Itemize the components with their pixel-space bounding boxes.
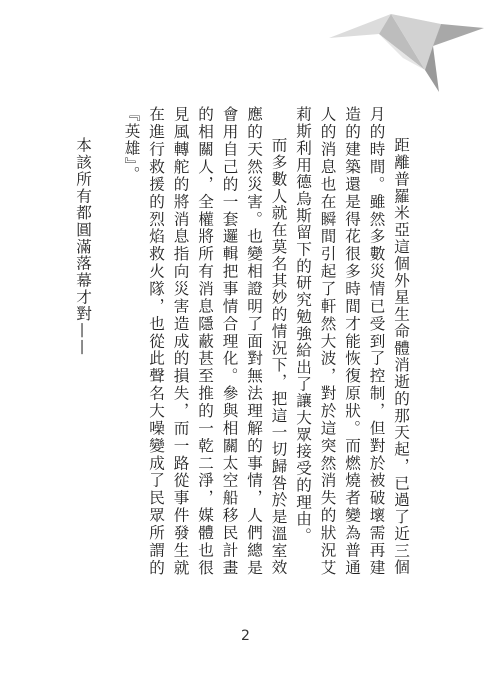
body-text [47, 106, 414, 576]
page-number: 2 [241, 628, 250, 644]
paragraph-3: 本該所有都圓滿落幕才對—— [74, 137, 92, 357]
paper-crane-origami-icon [321, 0, 491, 95]
origami-head [433, 24, 484, 46]
paragraph-2: 而多數人就在莫名其妙的情況下，把這一切歸咎於是溫室效應的天然災害。也變相證明了面對無法理解的事情，人們總是會用自己的一套邏輯把事情合理化。參與相關太空船移民計畫的相關人，全權將所有消息隱蔽甚至推的一乾二淨，媒體也很見風轉舵的將消息指向災害造成的損失，而一路從事件發生就在進行救援的烈焰救火隊，也從此聲名大噪變成了民眾所謂的『英雄』。 [122, 106, 288, 576]
paragraph-1: 距離普羅米亞這個外星生命體消逝的那天起，已過了近三個月的時間。雖然多數災情已受到了控制，但對於被破壞需再建造的建築還是得花很多時間才能恢復原狀。而燃燒者變為普通人的消息也在瞬間引起了軒然大波，對於這突然消失的狀況艾莉斯利用德烏斯留下的研究勉強給出了讓大眾接受的理由。 [294, 106, 410, 576]
